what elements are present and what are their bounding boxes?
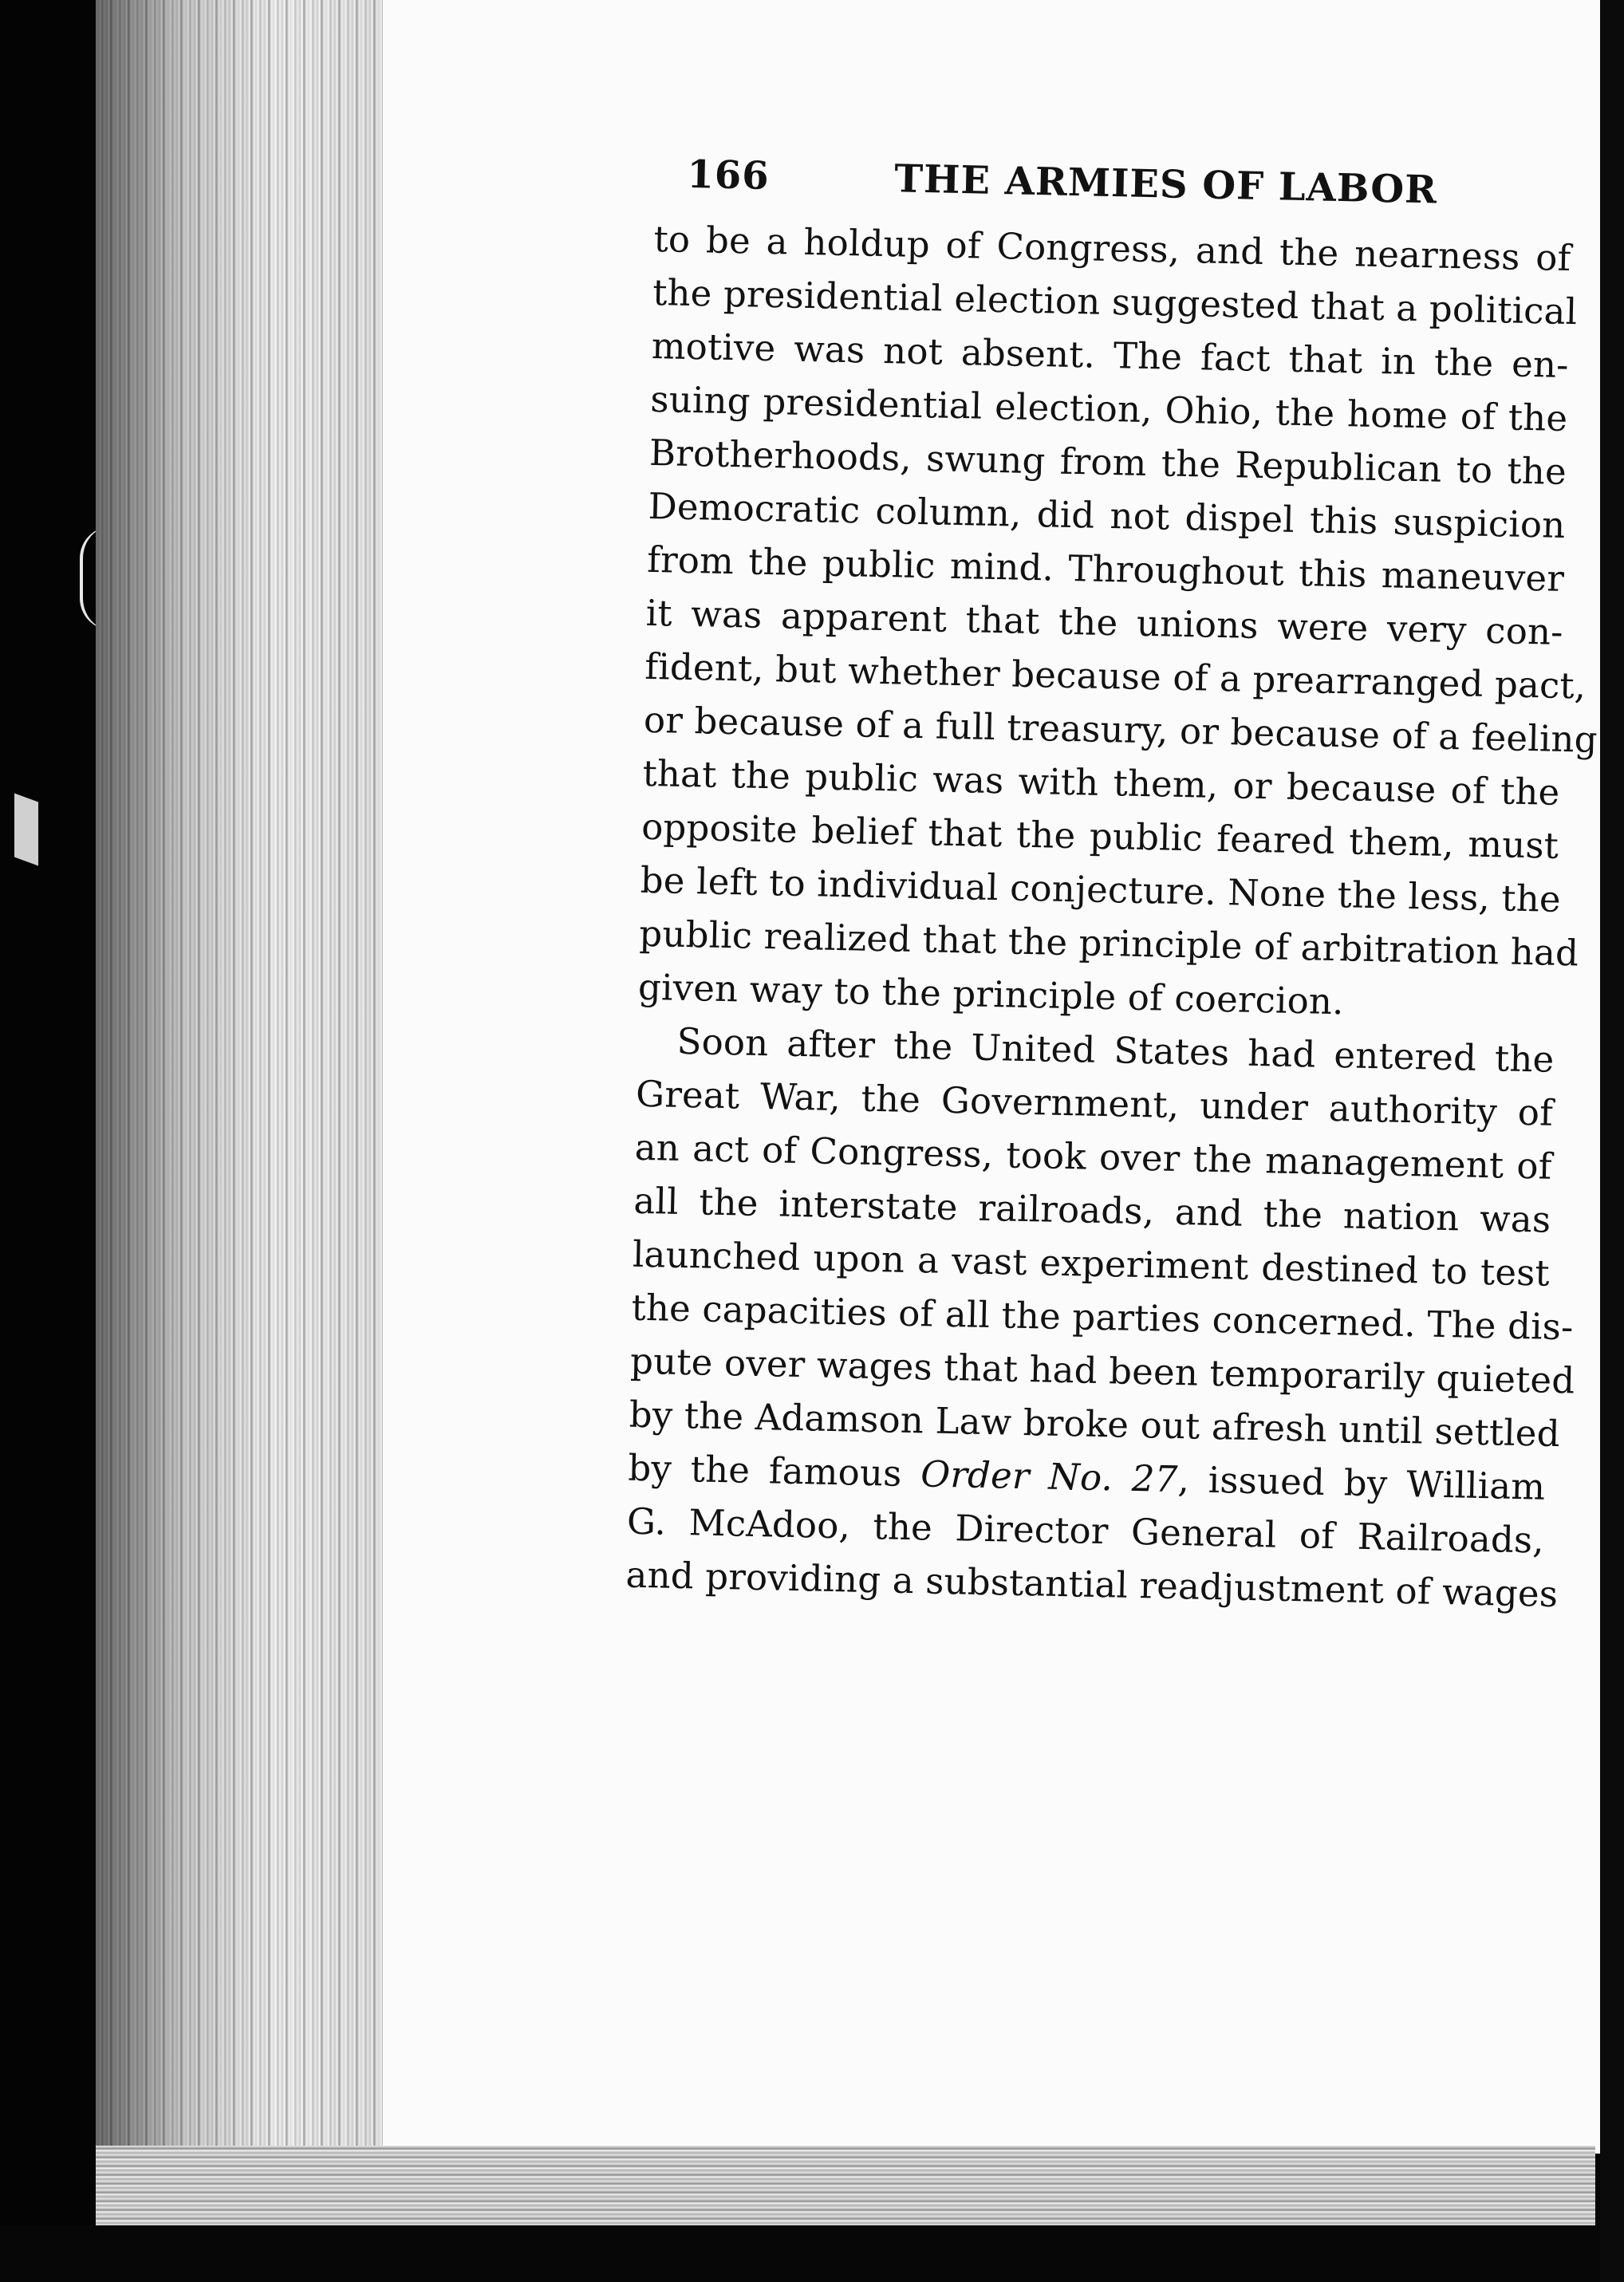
- text-line: fident, but whether because of a prearranged pact,: [644, 644, 1587, 707]
- scan-bottom-border: [0, 2225, 1624, 2282]
- text-line: from the public mind. Throughout this maneuver: [646, 538, 1565, 600]
- text-line: be left to individual conjecture. None the less, the: [640, 858, 1562, 920]
- text-line: motive was not absent. The fact that in the en-: [651, 324, 1570, 387]
- scan-left-border: [0, 0, 104, 2282]
- text-line: that the public was with them, or because of the: [642, 751, 1560, 814]
- scan-right-border: [1600, 0, 1624, 2282]
- text-line: an act of Congress, took over the management of: [634, 1125, 1553, 1188]
- text-line: Great War, the Government, under authority of: [635, 1072, 1554, 1134]
- text-line: Brotherhoods, swung from the Republican to the: [648, 431, 1567, 493]
- text-line: to be a holdup of Congress, and the nearness of: [653, 217, 1572, 280]
- text-line: Democratic column, did not dispel this suspicion: [648, 484, 1566, 546]
- text-run: by the famous: [627, 1446, 903, 1495]
- book-gutter-shadow: [96, 0, 399, 2201]
- page-number: 166: [686, 152, 771, 199]
- page-text: [625, 152, 1598, 1621]
- text-line: launched upon a vast experiment destined to test: [632, 1232, 1551, 1295]
- paragraph: [637, 212, 1598, 1033]
- italic-order-title: Order No. 27: [920, 1452, 1179, 1501]
- text-line: suing presidential election, Ohio, the home of the: [649, 377, 1568, 440]
- text-run: , issued by William: [1177, 1458, 1546, 1508]
- text-line: public realized that the principle of arbitration had: [638, 912, 1579, 975]
- text-line: the capacities of all the parties concerned. The dis-: [631, 1286, 1575, 1349]
- text-line: Soon after the United States had entered the: [676, 1019, 1555, 1081]
- book-bottom-edge: [96, 2146, 1595, 2225]
- text-line: all the interstate railroads, and the nation was: [633, 1179, 1551, 1241]
- paragraph: [625, 1014, 1575, 1621]
- text-line: opposite belief that the public feared them, must: [641, 805, 1559, 867]
- text-line: pute over wages that had been temporarily quieted: [629, 1339, 1575, 1402]
- edge-tab-mark: [14, 794, 38, 866]
- text-line: the presidential election suggested that a political: [652, 270, 1578, 333]
- text-line: given way to the principle of coercion.: [637, 965, 1345, 1023]
- text-line: or because of a full treasury, or because of a feeling: [643, 698, 1598, 761]
- running-title: THE ARMIES OF LABOR: [893, 156, 1438, 213]
- text-line: it was apparent that the unions were very con-: [645, 591, 1564, 653]
- text-line: G. McAdoo, the Director General of Railroads,: [626, 1500, 1545, 1562]
- text-line: by the Adamson Law broke out afresh until settled: [629, 1393, 1561, 1456]
- text-line: and providing a substantial readjustment of wages: [625, 1553, 1559, 1616]
